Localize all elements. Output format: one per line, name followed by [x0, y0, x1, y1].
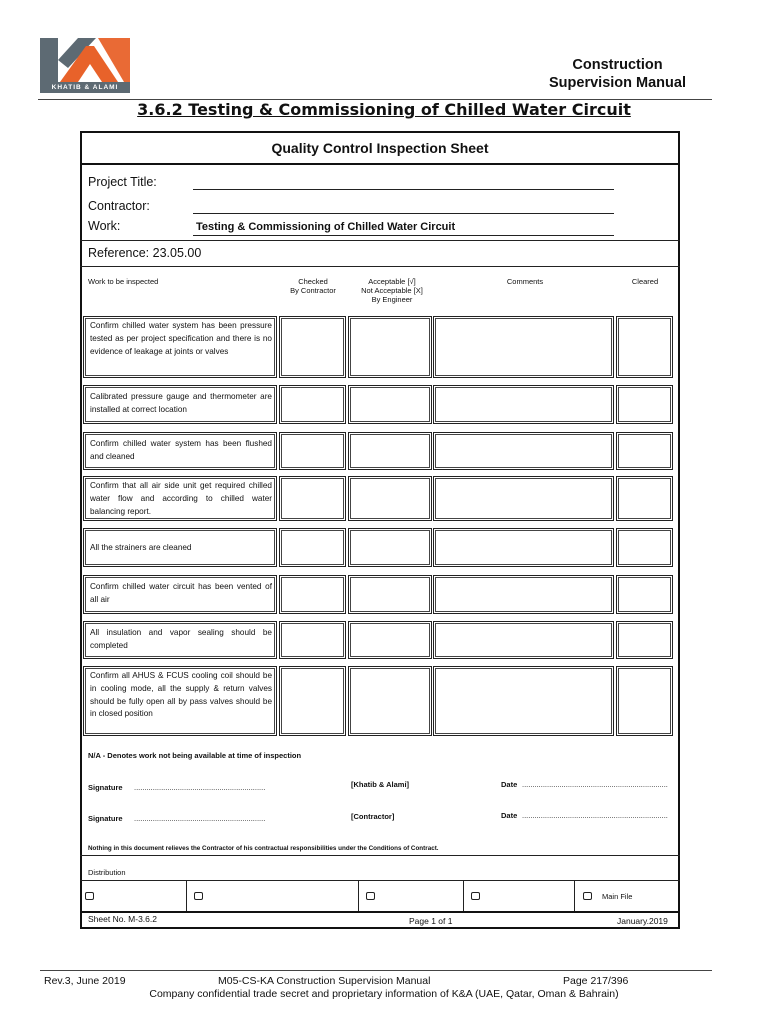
distribution-divider — [463, 880, 464, 911]
footer-rule — [40, 970, 712, 971]
sheet-title: Quality Control Inspection Sheet — [80, 131, 680, 165]
acceptable-by-engineer-cell[interactable] — [348, 621, 432, 659]
section-title: 3.6.2 Testing & Commissioning of Chilled Water Circuit — [137, 100, 631, 119]
cleared-cell[interactable] — [616, 528, 673, 567]
distribution-checkbox-4[interactable] — [471, 892, 480, 900]
acceptable-by-engineer-cell[interactable] — [348, 575, 432, 614]
sheet-date: January.2019 — [617, 916, 668, 926]
col-acceptable: Acceptable [√] Not Acceptable [X] By Engineer — [361, 277, 423, 304]
distribution-label: Distribution — [88, 868, 126, 877]
item-description: All insulation and vapor sealing should be completed — [83, 621, 277, 659]
comments-cell[interactable] — [433, 666, 614, 736]
acceptable-by-engineer-cell[interactable] — [348, 476, 432, 521]
date-label-contractor: Date — [501, 811, 518, 820]
distribution-checkbox-1[interactable] — [85, 892, 94, 900]
date-label-khatib: Date — [501, 780, 518, 789]
checked-by-contractor-cell[interactable] — [279, 621, 346, 659]
signature-label-contractor: Signature — [88, 814, 123, 823]
distribution-checkbox-main-file[interactable] — [583, 892, 592, 900]
signature-line-contractor[interactable]: ............................................................... — [134, 814, 266, 823]
cleared-cell[interactable] — [616, 385, 673, 424]
footer-revision: Rev.3, June 2019 — [44, 975, 126, 987]
divider — [80, 240, 680, 241]
acceptable-by-engineer-cell[interactable] — [348, 432, 432, 470]
col-work: Work to be inspected — [88, 277, 159, 286]
manual-title: Construction Supervision Manual — [549, 57, 686, 91]
cleared-cell[interactable] — [616, 316, 673, 378]
project-title-field[interactable] — [193, 189, 614, 190]
comments-cell[interactable] — [433, 476, 614, 521]
comments-cell[interactable] — [433, 528, 614, 567]
checked-by-contractor-cell[interactable] — [279, 385, 346, 424]
comments-cell[interactable] — [433, 432, 614, 470]
divider — [80, 880, 680, 881]
distribution-divider — [358, 880, 359, 911]
cleared-cell[interactable] — [616, 432, 673, 470]
cleared-cell[interactable] — [616, 666, 673, 736]
signature-label-khatib: Signature — [88, 783, 123, 792]
col-cleared: Cleared — [631, 277, 659, 286]
checked-by-contractor-cell[interactable] — [279, 432, 346, 470]
cleared-cell[interactable] — [616, 476, 673, 521]
item-description: All the strainers are cleaned — [83, 528, 277, 567]
checked-by-contractor-cell[interactable] — [279, 666, 346, 736]
checked-by-contractor-cell[interactable] — [279, 476, 346, 521]
na-note: N/A - Denotes work not being available at time of inspection — [88, 751, 302, 760]
comments-cell[interactable] — [433, 316, 614, 378]
cleared-cell[interactable] — [616, 621, 673, 659]
comments-cell[interactable] — [433, 575, 614, 614]
acceptable-by-engineer-cell[interactable] — [348, 666, 432, 736]
signature-line-khatib[interactable]: ............................................................... — [134, 783, 266, 792]
date-line-khatib[interactable]: ...................................................................... — [522, 780, 668, 789]
footer-page: Page 217/396 — [563, 975, 629, 987]
cleared-cell[interactable] — [616, 575, 673, 614]
acceptable-by-engineer-cell[interactable] — [348, 316, 432, 378]
distribution-divider — [574, 880, 575, 911]
item-description: Confirm all AHUS & FCUS cooling coil should be in cooling mode, all the supply & return valves should be fully open all by pass valves should be in closed position — [83, 666, 277, 736]
checked-by-contractor-cell[interactable] — [279, 575, 346, 614]
checked-by-contractor-cell[interactable] — [279, 528, 346, 567]
item-description: Confirm chilled water circuit has been vented of all air — [83, 575, 277, 614]
comments-cell[interactable] — [433, 385, 614, 424]
date-line-contractor[interactable]: ...................................................................... — [522, 811, 668, 820]
work-field[interactable] — [193, 235, 614, 236]
contractor-sig-label: [Contractor] — [351, 812, 395, 821]
reference: Reference: 23.05.00 — [88, 246, 202, 260]
acceptable-by-engineer-cell[interactable] — [348, 528, 432, 567]
contractor-label: Contractor: — [88, 199, 150, 213]
distribution-checkbox-2[interactable] — [194, 892, 203, 900]
item-description: Confirm chilled water system has been flushed and cleaned — [83, 432, 277, 470]
item-description: Calibrated pressure gauge and thermometer are installed at correct location — [83, 385, 277, 424]
distribution-divider — [186, 880, 187, 911]
comments-cell[interactable] — [433, 621, 614, 659]
main-file-label: Main File — [602, 892, 633, 901]
contractor-field[interactable] — [193, 213, 614, 214]
acceptable-by-engineer-cell[interactable] — [348, 385, 432, 424]
sheet-page: Page 1 of 1 — [409, 916, 453, 926]
divider — [80, 911, 680, 913]
footer-confidential: Company confidential trade secret and proprietary information of K&A (UAE, Qatar, Oman & Bahrain) — [149, 988, 619, 1000]
logo-caption: KHATIB & ALAMI — [40, 82, 130, 93]
disclaimer: Nothing in this document relieves the Contractor of his contractual responsibilities under the Conditions of Contract. — [88, 845, 439, 852]
distribution-checkbox-3[interactable] — [366, 892, 375, 900]
divider — [80, 266, 680, 267]
khatib-alami-label: [Khatib & Alami] — [351, 780, 410, 789]
footer-document: M05-CS-KA Construction Supervision Manual — [218, 975, 431, 987]
item-description: Confirm chilled water system has been pressure tested as per project specification and there is no evidence of leakage at joints or valves — [83, 316, 277, 378]
sheet-number: Sheet No. M-3.6.2 — [88, 914, 157, 924]
col-checked: Checked By Contractor — [290, 277, 336, 295]
project-title-label: Project Title: — [88, 175, 157, 189]
work-value: Testing & Commissioning of Chilled Water Circuit — [196, 221, 456, 233]
divider — [80, 855, 680, 856]
work-label: Work: — [88, 219, 121, 233]
col-comments: Comments — [506, 277, 544, 286]
item-description: Confirm that all air side unit get required chilled water flow and according to chilled water balancing report. — [83, 476, 277, 521]
checked-by-contractor-cell[interactable] — [279, 316, 346, 378]
